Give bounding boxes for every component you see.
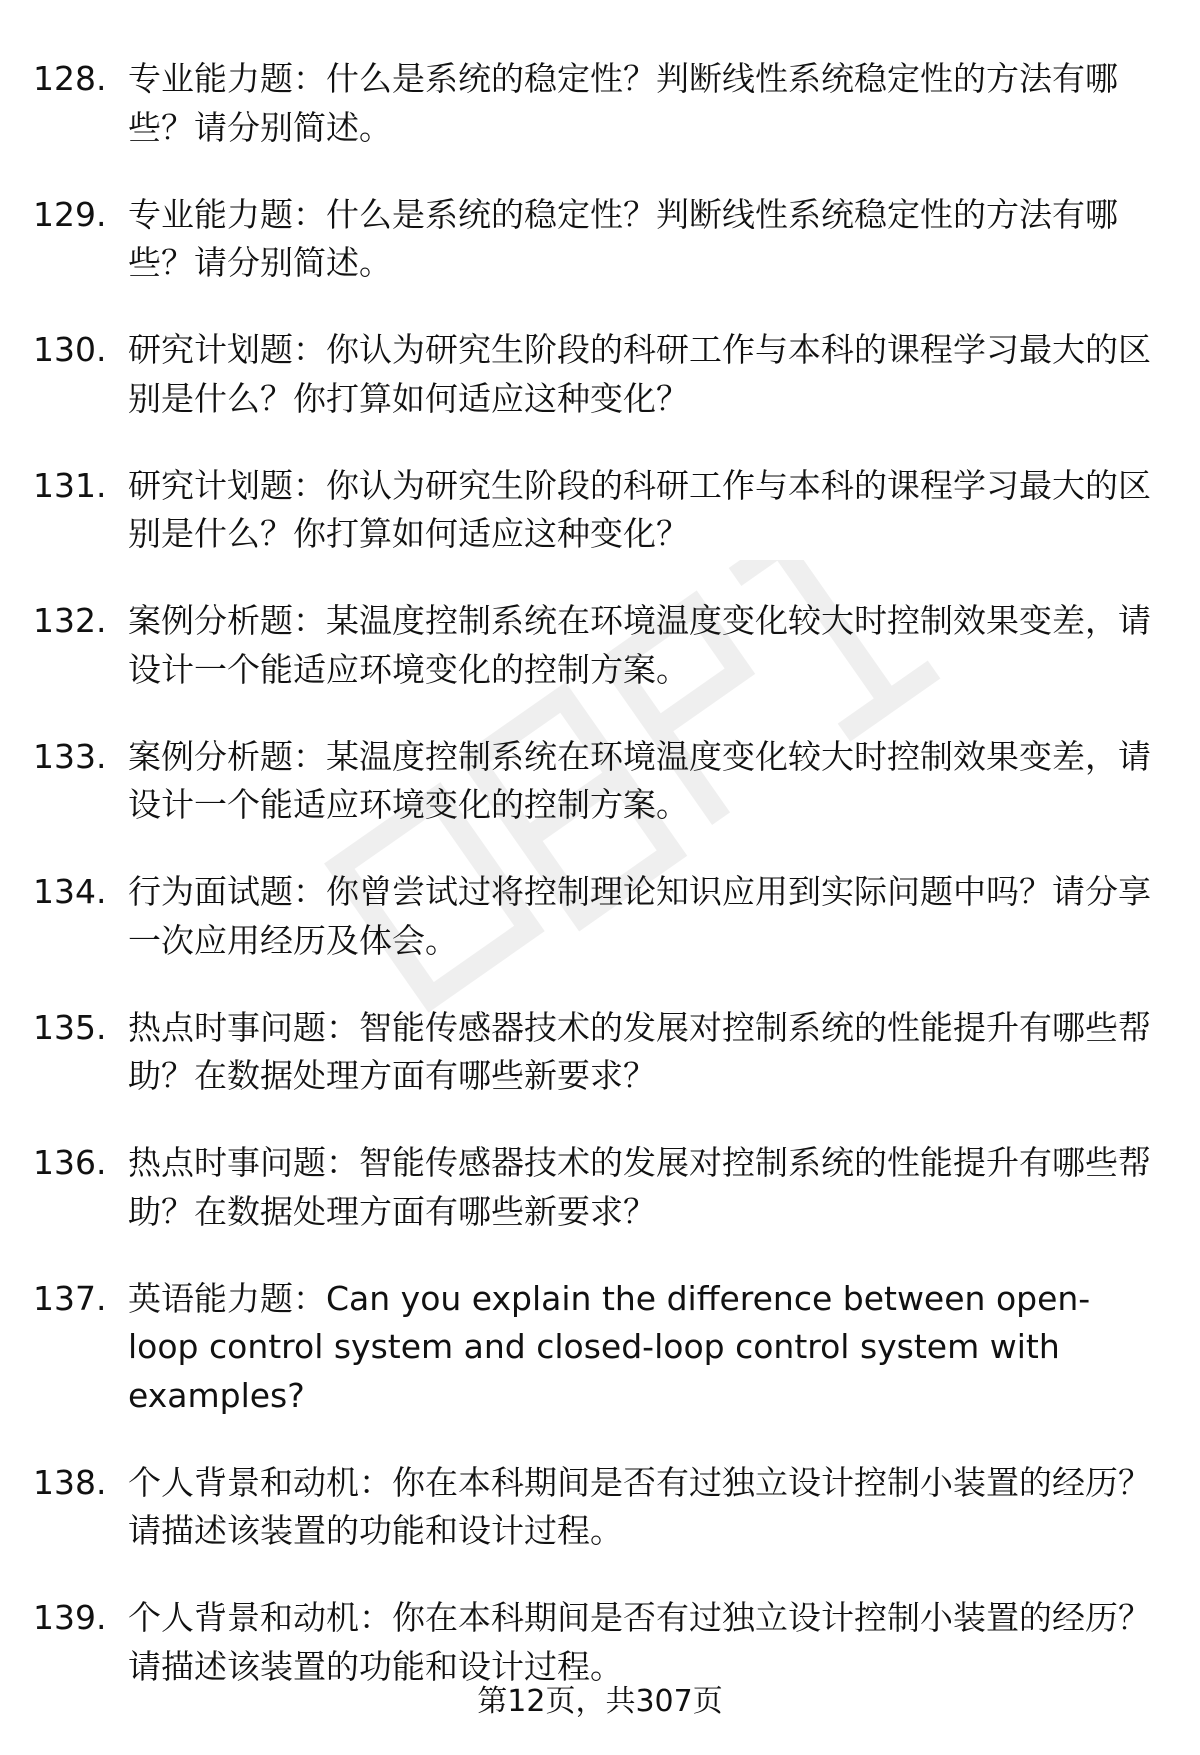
question-item <box>33 868 1153 965</box>
question-item <box>33 1004 1153 1101</box>
question-item <box>33 733 1153 830</box>
question-item <box>33 1459 1153 1556</box>
question-text: 个人背景和动机：你在本科期间是否有过独立设计控制小装置的经历？请描述该装置的功能和设计过程。 <box>128 1598 1151 1686</box>
question-item <box>33 191 1153 288</box>
question-number: 135. <box>33 1007 107 1047</box>
question-text: 热点时事问题：智能传感器技术的发展对控制系统的性能提升有哪些帮助？在数据处理方面有哪些新要求？ <box>128 1007 1151 1095</box>
question-number: 138. <box>33 1462 107 1502</box>
question-text: 案例分析题：某温度控制系统在环境温度变化较大时控制效果变差，请设计一个能适应环境变化的控制方案。 <box>128 601 1151 689</box>
question-text: 个人背景和动机：你在本科期间是否有过独立设计控制小装置的经历？请描述该装置的功能和设计过程。 <box>128 1462 1151 1550</box>
question-item <box>33 326 1153 423</box>
question-item <box>33 597 1153 694</box>
question-number: 128. <box>33 59 107 98</box>
question-list <box>33 55 1153 1730</box>
question-number: 136. <box>33 1143 107 1182</box>
question-text: 英语能力题：Can you explain the difference between open-loop control system and closed-loop control system with examples? <box>128 1278 1091 1415</box>
question-number: 134. <box>33 872 107 911</box>
question-text: 专业能力题：什么是系统的稳定性？判断线性系统稳定性的方法有哪些？请分别简述。 <box>128 59 1118 147</box>
question-item <box>33 55 1153 152</box>
page-footer: 第12页，共307页 <box>477 1684 723 1719</box>
question-number: 130. <box>33 330 107 369</box>
question-number: 132. <box>33 601 107 640</box>
question-item <box>33 1275 1153 1421</box>
question-item <box>33 1139 1153 1236</box>
question-number: 133. <box>33 736 107 776</box>
question-number: 131. <box>33 465 107 505</box>
question-number: 137. <box>33 1278 107 1318</box>
question-number: 139. <box>33 1598 107 1637</box>
question-text: 研究计划题：你认为研究生阶段的科研工作与本科的课程学习最大的区别是什么？你打算如何适应这种变化？ <box>128 330 1151 418</box>
question-number: 129. <box>33 194 107 234</box>
question-text: 研究计划题：你认为研究生阶段的科研工作与本科的课程学习最大的区别是什么？你打算如何适应这种变化？ <box>128 465 1151 553</box>
question-item <box>33 1594 1153 1691</box>
question-text: 专业能力题：什么是系统的稳定性？判断线性系统稳定性的方法有哪些？请分别简述。 <box>128 194 1118 282</box>
question-text: 行为面试题：你曾尝试过将控制理论知识应用到实际问题中吗？请分享一次应用经历及体会。 <box>128 872 1151 960</box>
question-text: 热点时事问题：智能传感器技术的发展对控制系统的性能提升有哪些帮助？在数据处理方面有哪些新要求？ <box>128 1143 1151 1231</box>
question-text: 案例分析题：某温度控制系统在环境温度变化较大时控制效果变差，请设计一个能适应环境变化的控制方案。 <box>128 736 1151 824</box>
question-item <box>33 462 1153 559</box>
